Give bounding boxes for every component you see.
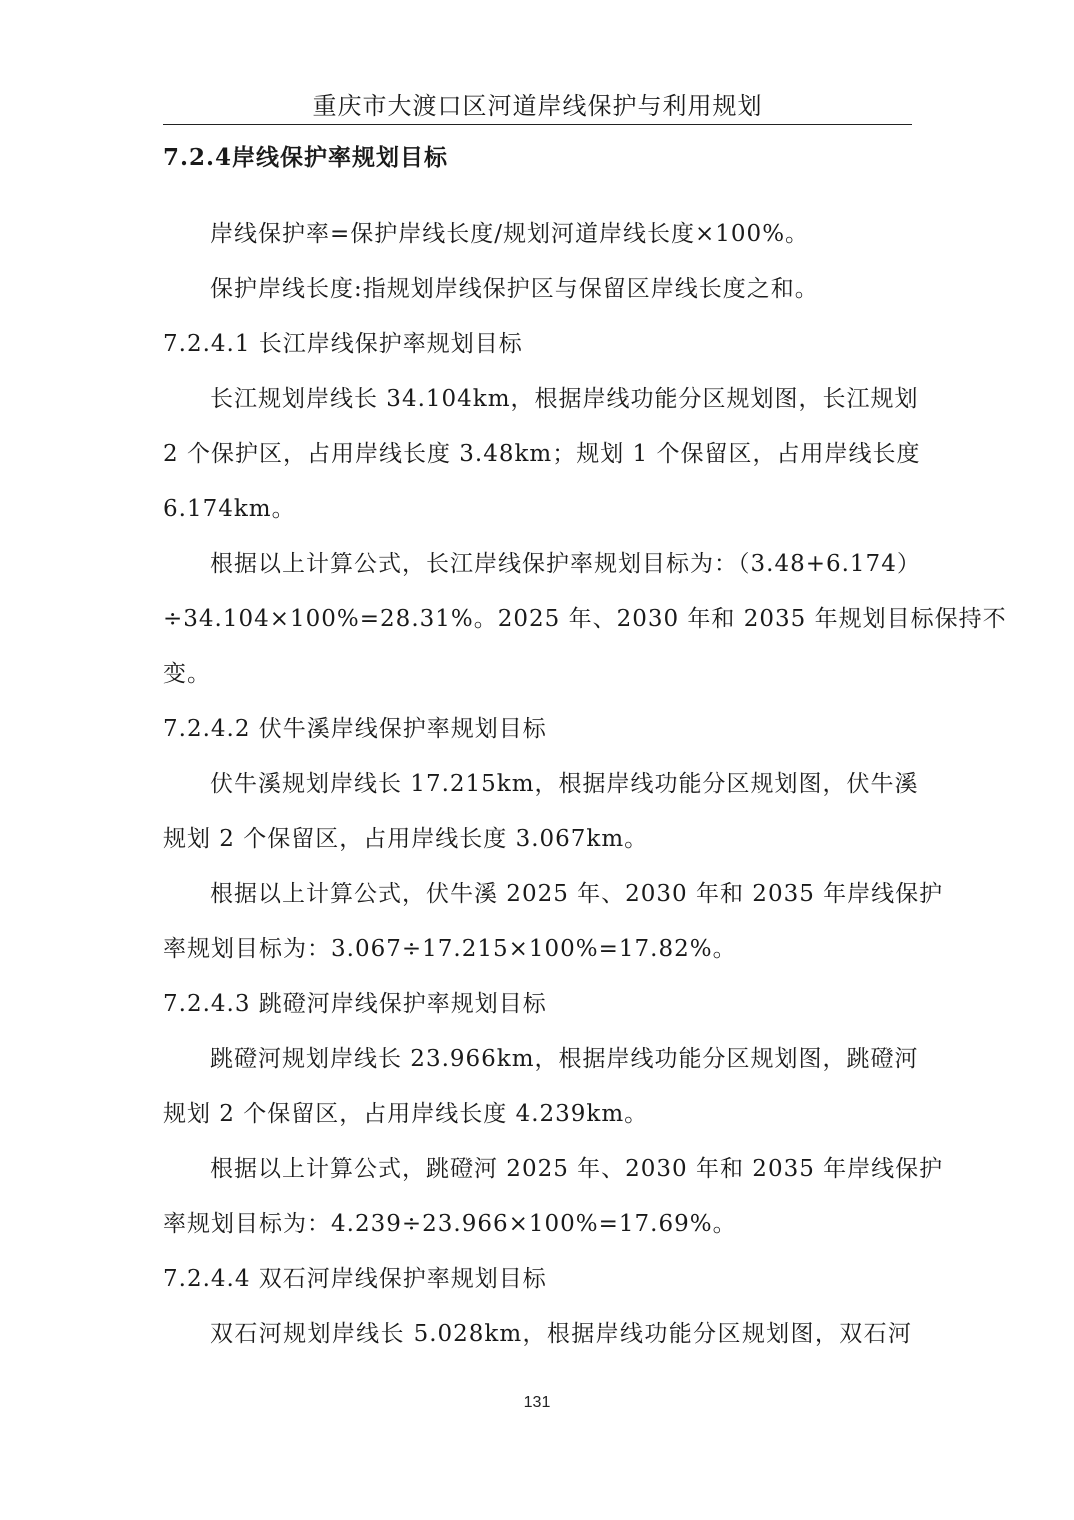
paragraph-line: 6.174km。: [163, 496, 296, 522]
paragraph-line: 2 个保护区，占用岸线长度 3.48km；规划 1 个保留区，占用岸线长度: [163, 441, 921, 467]
paragraph-line: 伏牛溪规划岸线长 17.215km，根据岸线功能分区规划图，伏牛溪: [210, 771, 919, 797]
subsection-heading-shuangshihe: 7.2.4.4 双石河岸线保护率规划目标: [163, 1266, 547, 1292]
paragraph-line: 规划 2 个保留区，占用岸线长度 4.239km。: [163, 1101, 649, 1127]
section-heading: 7.2.4岸线保护率规划目标: [163, 144, 449, 171]
paragraph-line: 跳磴河规划岸线长 23.966km，根据岸线功能分区规划图，跳磴河: [210, 1046, 919, 1072]
paragraph-line: 变。: [163, 661, 211, 687]
subsection-heading-tiaodenghe: 7.2.4.3 跳磴河岸线保护率规划目标: [163, 991, 547, 1017]
page-number: 131: [523, 1394, 551, 1411]
subsection-heading-changjiang: 7.2.4.1 长江岸线保护率规划目标: [163, 331, 523, 357]
header-divider: [163, 124, 912, 125]
paragraph-line: 规划 2 个保留区，占用岸线长度 3.067km。: [163, 826, 649, 852]
paragraph-line: 双石河规划岸线长 5.028km，根据岸线功能分区规划图，双石河: [210, 1321, 912, 1347]
paragraph-line: 率规划目标为：3.067÷17.215×100%=17.82%。: [163, 936, 737, 962]
paragraph-line: 根据以上计算公式，伏牛溪 2025 年、2030 年和 2035 年岸线保护: [210, 881, 944, 907]
subsection-heading-funiuxi: 7.2.4.2 伏牛溪岸线保护率规划目标: [163, 716, 547, 742]
paragraph-line: 根据以上计算公式，长江岸线保护率规划目标为：（3.48+6.174）: [210, 551, 921, 577]
paragraph-line: 长江规划岸线长 34.104km，根据岸线功能分区规划图，长江规划: [210, 386, 919, 412]
formula-paragraph: 岸线保护率=保护岸线长度/规划河道岸线长度×100%。: [210, 221, 810, 247]
paragraph-line: ÷34.104×100%=28.31%。2025 年、2030 年和 2035 年规划目标保持不: [163, 606, 1007, 632]
paragraph-line: 根据以上计算公式，跳磴河 2025 年、2030 年和 2035 年岸线保护: [210, 1156, 944, 1182]
definition-paragraph: 保护岸线长度:指规划岸线保护区与保留区岸线长度之和。: [210, 276, 819, 302]
paragraph-line: 率规划目标为：4.239÷23.966×100%=17.69%。: [163, 1211, 737, 1237]
page-header-title: 重庆市大渡口区河道岸线保护与利用规划: [312, 92, 763, 120]
